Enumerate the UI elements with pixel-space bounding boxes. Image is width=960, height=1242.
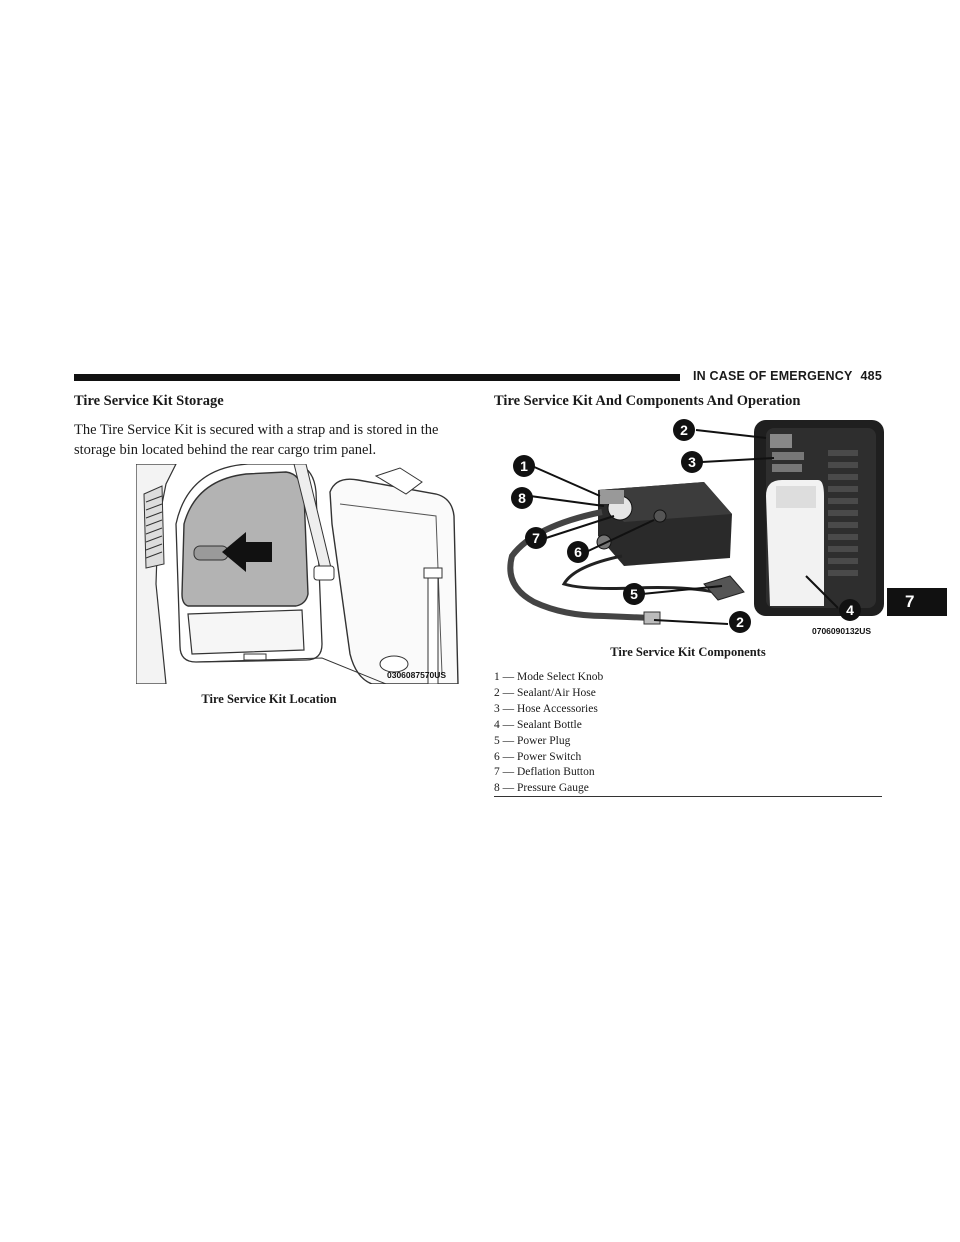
callout-8: 8	[518, 490, 526, 506]
legend-item: 7 — Deflation Button	[494, 766, 595, 779]
kit-components-caption: Tire Service Kit Components	[610, 645, 766, 659]
section-title: IN CASE OF EMERGENCY	[692, 369, 853, 383]
components-heading: Tire Service Kit And Components And Operation	[494, 393, 801, 409]
callout-3: 3	[688, 454, 696, 470]
figure-code: 0706090132US	[812, 626, 872, 636]
legend-item: 3 — Hose Accessories	[494, 702, 598, 715]
legend-item: 6 — Power Switch	[494, 750, 582, 763]
header-rule	[74, 374, 680, 381]
legend-item: 4 — Sealant Bottle	[494, 718, 582, 731]
callout-2-bottom: 2	[736, 614, 744, 630]
legend-item: 8 — Pressure Gauge	[494, 782, 589, 795]
callout-4: 4	[846, 602, 854, 618]
kit-components-figure	[494, 416, 886, 638]
storage-heading: Tire Service Kit Storage	[74, 393, 224, 409]
callout-2-top: 2	[680, 422, 688, 438]
callout-1: 1	[520, 458, 528, 474]
legend-item: 1 — Mode Select Knob	[494, 671, 604, 683]
kit-components-illustration	[494, 416, 886, 638]
running-header	[690, 369, 882, 387]
legend-rule	[494, 796, 882, 797]
callout-7: 7	[532, 530, 540, 546]
figure-code: 0306087570US	[387, 670, 447, 680]
kit-location-figure	[136, 464, 464, 684]
page-number: 485	[860, 369, 882, 383]
storage-paragraph: The Tire Service Kit is secured with a strap and is stored in the storage bin located behind the rear cargo trim panel.	[74, 422, 439, 458]
chapter-tab: 7	[887, 588, 947, 616]
callout-5: 5	[630, 586, 638, 602]
cargo-area-illustration	[136, 464, 464, 684]
kit-location-caption: Tire Service Kit Location	[201, 692, 337, 706]
legend-item: 5 — Power Plug	[494, 734, 571, 747]
legend-item: 2 — Sealant/Air Hose	[494, 686, 596, 699]
callout-6: 6	[574, 544, 582, 560]
components-legend	[494, 670, 882, 797]
